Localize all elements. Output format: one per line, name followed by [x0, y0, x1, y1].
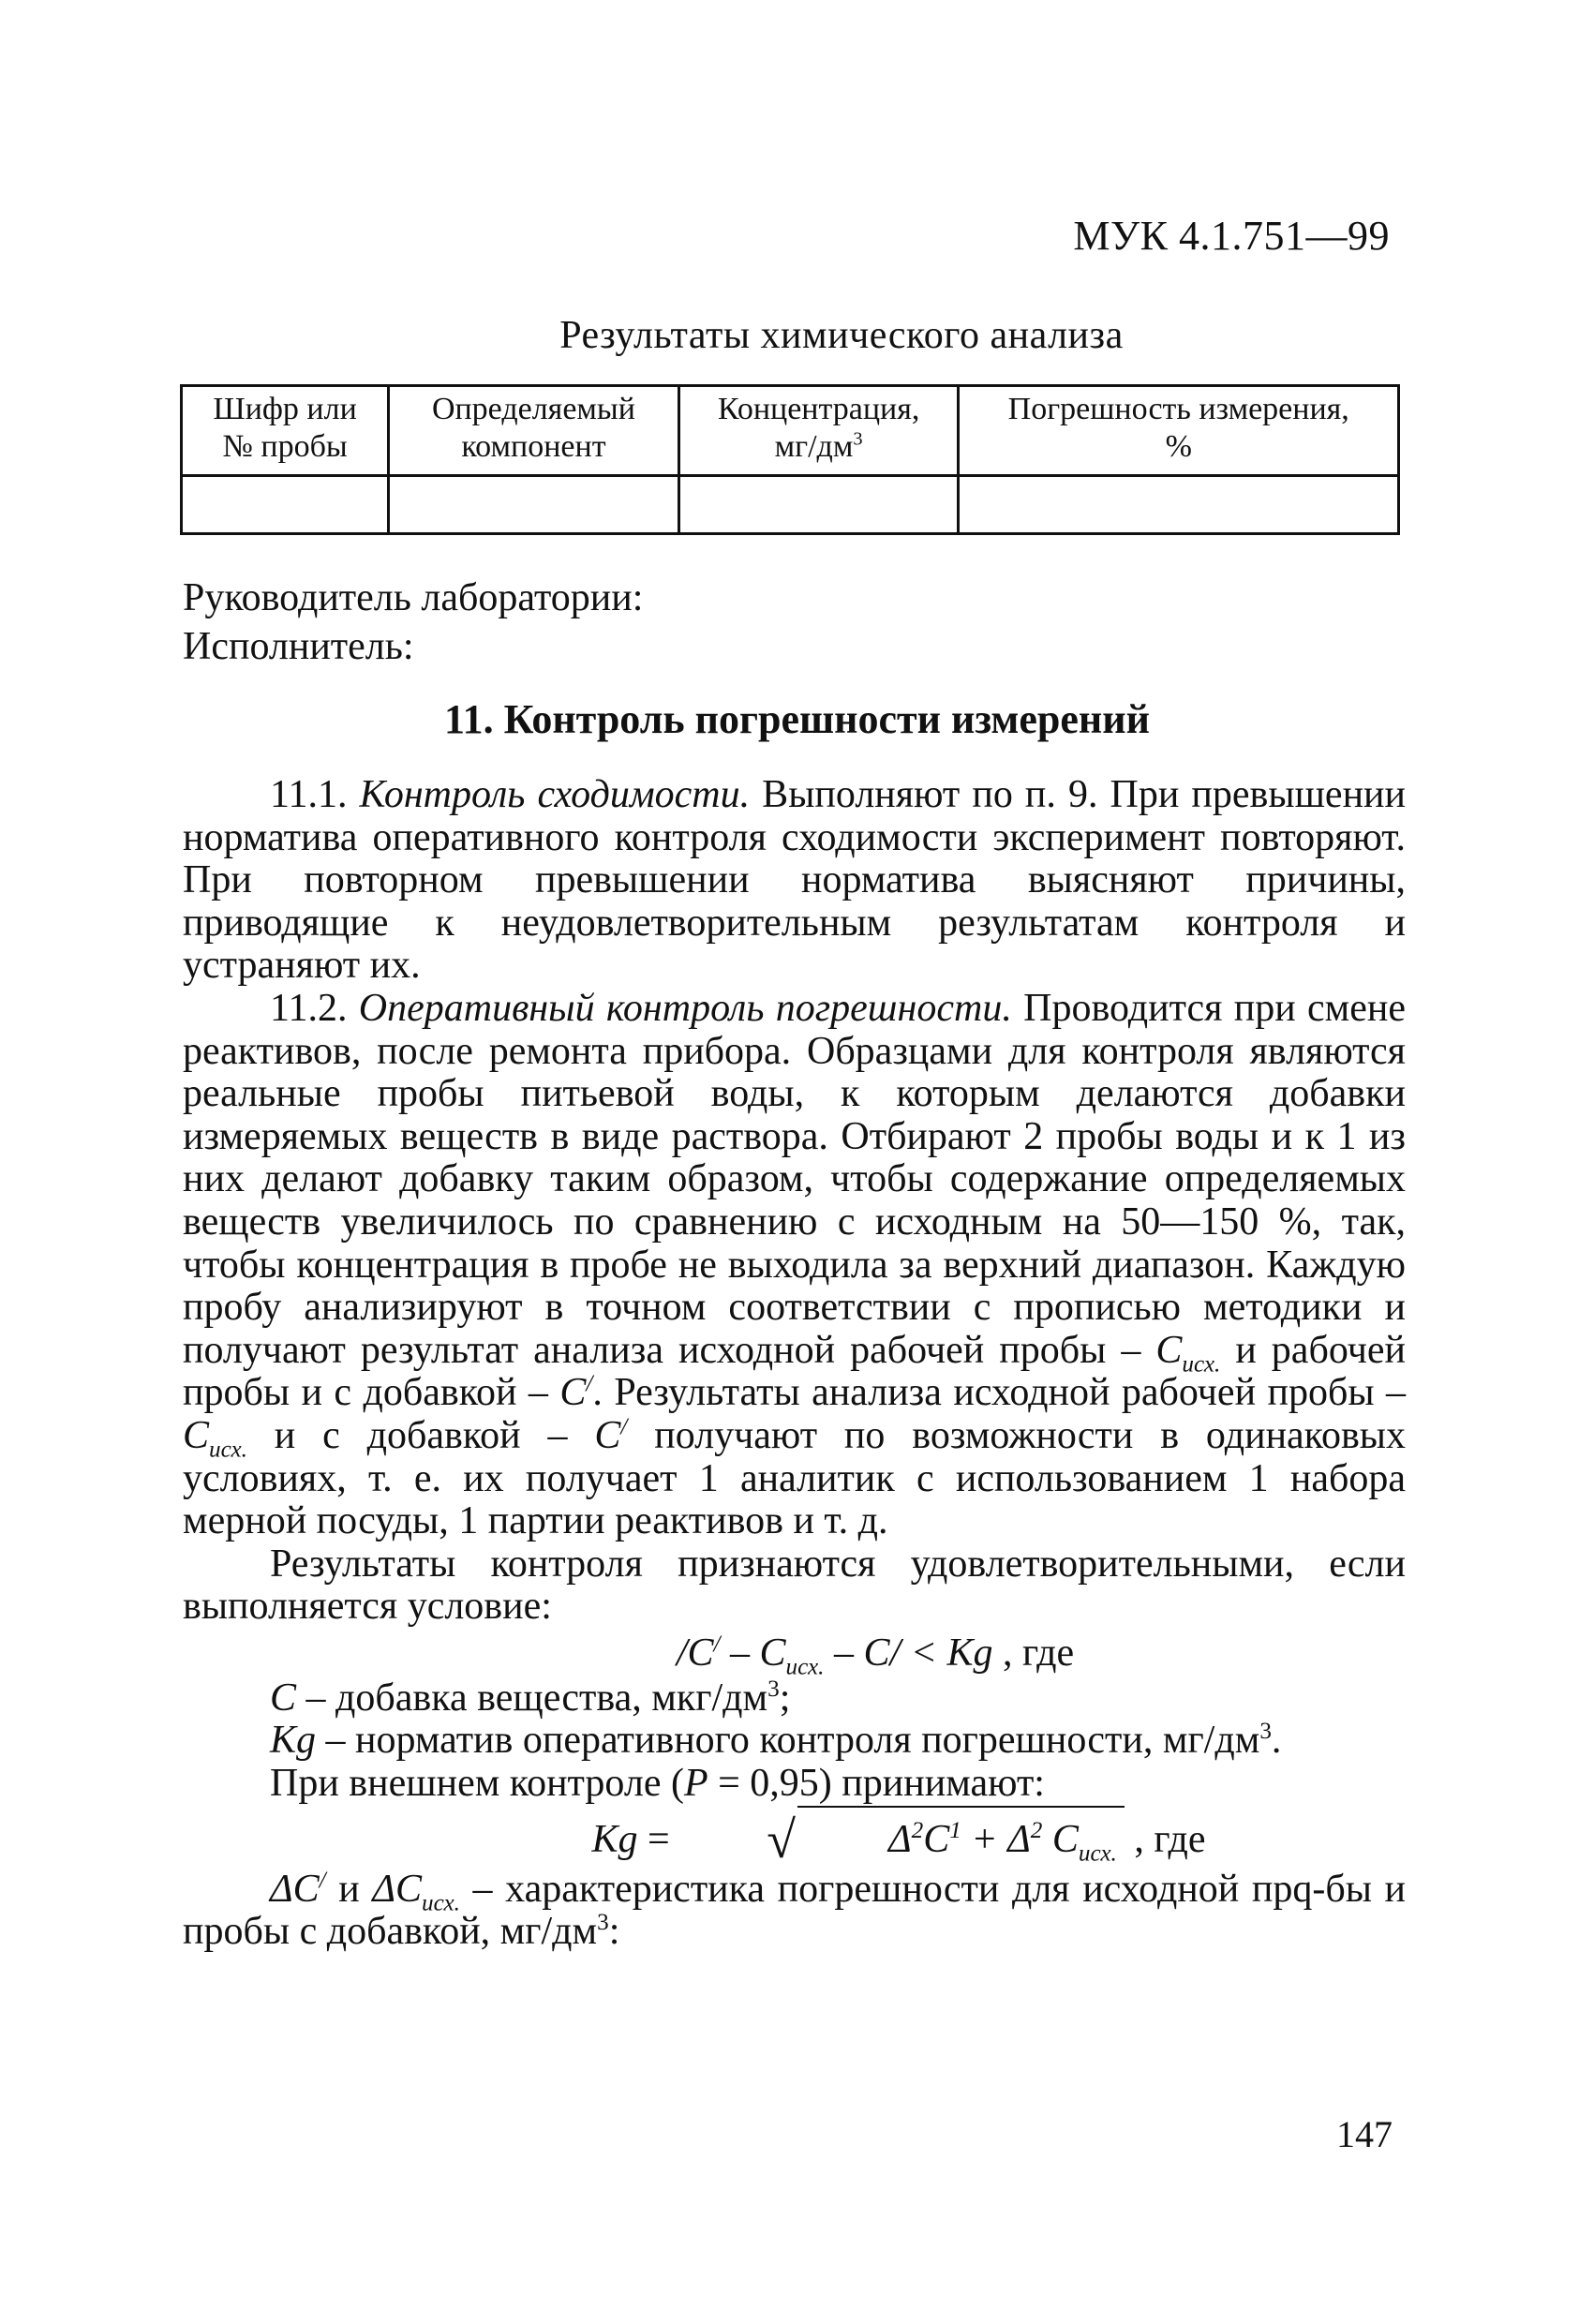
paragraph-11-1 [183, 774, 1406, 988]
header-line: мг/дм [774, 429, 854, 464]
punctuation: ; [779, 1676, 791, 1720]
definition-text: – норматив оперативного контроля погрешности, мг/дм [316, 1719, 1260, 1763]
unit-superscript: 3 [853, 428, 863, 450]
clause-number: 11.1. [270, 773, 348, 816]
table-cell [182, 476, 389, 534]
clause-title: Оперативный контроль погрешности. [358, 986, 1012, 1030]
document-code: МУК 4.1.751—99 [1073, 213, 1390, 259]
header-line: Погрешность измерения, [1007, 392, 1349, 426]
definition-kg [183, 1720, 1406, 1763]
symbol-c-prime: C/ [559, 1371, 593, 1415]
symbol: С [270, 1676, 297, 1720]
definition-c [183, 1677, 1406, 1721]
header-line: компонент [461, 429, 606, 464]
column-header-sample-code [182, 386, 389, 476]
symbol-delta-c-initial: $\Delta C_{исх.}$ [372, 1867, 460, 1916]
table-header-row [182, 386, 1399, 476]
column-header-component [389, 386, 679, 476]
clause-number: 11.2. [270, 986, 348, 1030]
column-header-error [959, 386, 1399, 476]
symbol: Kg [591, 1817, 638, 1861]
header-line: Концентрация, [717, 392, 920, 426]
unit-superscript: 3 [767, 1676, 780, 1702]
definition-text: – добавка вещества, мкг/дм [296, 1676, 768, 1720]
section-body [183, 774, 1406, 1954]
sqrt-icon: √ [767, 1810, 796, 1870]
lab-head-label: Руководитель лаборатории: [183, 576, 644, 619]
page-number: 147 [1336, 2113, 1393, 2155]
column-header-concentration [678, 386, 959, 476]
table-cell [959, 476, 1399, 534]
section-heading: 11. Контроль погрешности измерений [444, 696, 1150, 742]
paragraph-11-2 [183, 988, 1406, 1543]
formula-tail: , где [992, 1631, 1075, 1675]
paragraph-text: Проводится при смене реактивов, после ремонта прибора. Образцами для контроля являются реальные пробы питьевой воды, к которым делаются добавки измеряемых веществ в виде раствора. Отбирают 2 пробы воды и к 1 из них делают добавку таким образом, чтобы содержание определяемых веществ увеличилось по сравнению с исходным на 50—150 %, так, чтобы концентрация в пробе не выходила за верхний диапазон. Каждую пробу анализируют в точном соответствии с прописью методики и получают результат анализа исходной рабочей пробы – [183, 986, 1407, 1372]
header-line: № пробы [222, 429, 348, 464]
external-control-text [183, 1763, 1406, 1806]
punctuation: : [608, 1910, 620, 1954]
paragraph-text: получают по возможности в одинаковых условиях, т. е. их получает 1 аналитик с использованием 1 набора мерной посуды, 1 партии реактивов и т. д. [183, 1413, 1407, 1543]
paragraph-condition: Результаты контроля признаются удовлетворительными, если выполняется условие: [183, 1542, 1406, 1629]
results-table [180, 384, 1400, 535]
table-cell [678, 476, 959, 534]
unit-superscript: 3 [1259, 1719, 1272, 1745]
formula-condition: $/C^/ - C_{исх.} - C/ < Kg$ , где [676, 1631, 1075, 1680]
header-line: Определяемый [431, 392, 635, 426]
header-line: Шифр или [213, 392, 357, 426]
symbol-c-initial: $C_{исх.}$ [1155, 1328, 1221, 1378]
definition-text: – характеристика погрешности для исходной прq-бы и пробы с добавкой, мг/дм [183, 1867, 1406, 1954]
performer-label: Исполнитель: [183, 625, 414, 668]
definition-delta: ΔC/ и $\Delta C_{исх.}$ – характеристика погрешности для исходной прq-бы и пробы с добавкой, $мг/дм^3$: [183, 1867, 1406, 1954]
header-line: % [1165, 429, 1192, 464]
table-row [182, 476, 1399, 534]
symbol-c-prime: C/ [594, 1413, 628, 1457]
paragraph-text: . Результаты анализа исходной рабочей пробы – [592, 1371, 1406, 1415]
text: При внешнем контроле ( [270, 1762, 684, 1806]
symbol-c-initial: $C_{исх.}$ [183, 1413, 247, 1463]
paragraph-text: и с добавкой – [246, 1413, 595, 1457]
text: = 0,95) принимают: [708, 1762, 1045, 1806]
signature-block [183, 574, 643, 671]
clause-title: Контроль сходимости. [359, 773, 751, 816]
table-title: Результаты химического анализа [559, 314, 1124, 357]
punctuation: . [1271, 1719, 1282, 1763]
symbol-delta-c-prime: ΔC/ [270, 1867, 326, 1911]
paragraph-text: Выполняют по п. 9. При превышении норматива оперативного контроля сходимости эксперимент повторяют. При повторном превышении норматива выясняют причины, приводящие к неудовлетворительным результатам контроля и устраняют их. [183, 773, 1406, 988]
symbol: P [683, 1762, 708, 1806]
formula-tail: , где [1124, 1817, 1206, 1861]
symbol: Kg [270, 1719, 317, 1763]
unit-superscript: 3 [597, 1910, 609, 1936]
radicand: $\Delta^2C^1 + \Delta^2$ $C_{исх.}$ [797, 1806, 1125, 1868]
paragraph-text: и рабочей пробы и с добавкой – [183, 1328, 1406, 1415]
formula-kg: Kg = √ $\Delta^2C^1 + \Delta^2$ $C_{исх.}$ , где [183, 1806, 1406, 1869]
table-cell [389, 476, 679, 534]
